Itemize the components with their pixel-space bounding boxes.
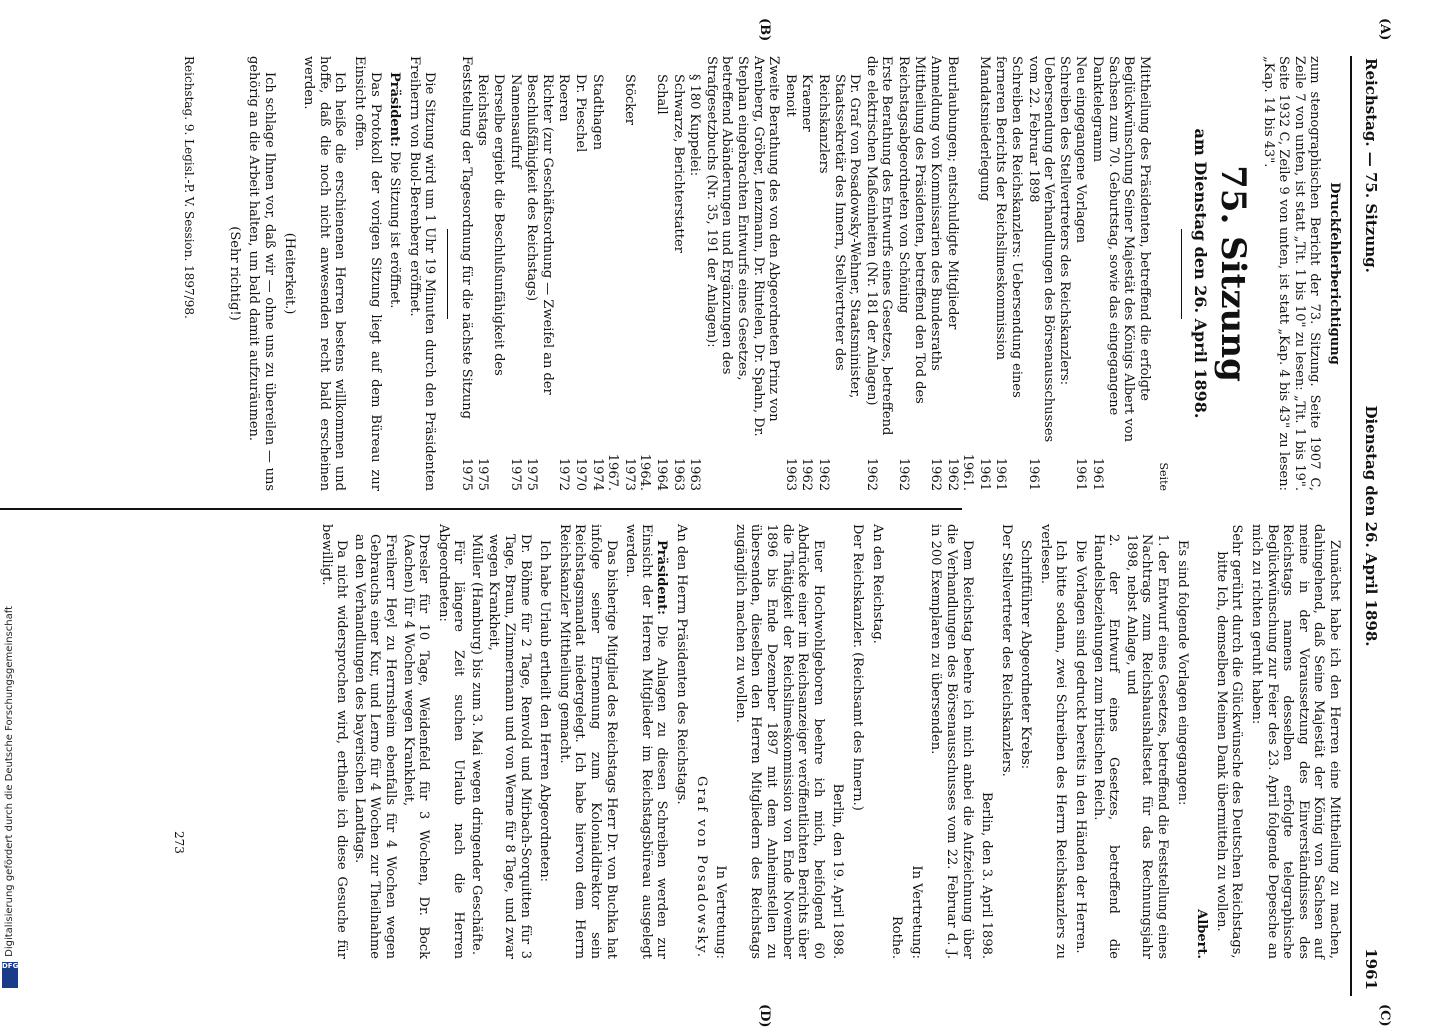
toc-entry xyxy=(572,56,588,491)
toc-entry-page: 1975 xyxy=(507,457,523,491)
reaction-laughter: (Heiterkeit.) xyxy=(281,232,297,315)
toc-entry-page: 1961 xyxy=(993,457,1009,491)
toc-entry-text: Mandatsniederlegung xyxy=(976,56,992,202)
dfg-logo: DFG xyxy=(2,962,18,988)
work-paragraph: Ich schlage Ihnen vor, daß wir — ohne uns zu übereilen — uns gehörig an die Arbeit halten, um bald damit aufzuräumen. xyxy=(246,56,277,491)
leave-granted: Da nicht widersprochen wird, ertheile ich diese Gesuche für bewilligt. xyxy=(318,524,350,959)
margin-marker-a: (A) xyxy=(1377,18,1392,41)
secretary-label: Schriftführer Abgeordneter Krebs: xyxy=(1018,540,1034,770)
speaker-label: Präsident: xyxy=(387,72,403,147)
title-rule xyxy=(1181,229,1182,319)
speaker-label: Präsident: xyxy=(654,540,670,615)
letter1-place-date: Berlin, den 3. April 1898. xyxy=(979,791,995,959)
toc-entry xyxy=(703,56,781,491)
toc-entry-page: 1962 xyxy=(863,457,879,491)
letter2-addressee: An den Herrn Präsidenten des Reichstags. xyxy=(674,524,690,805)
mandate-resignation: Das bisherige Mitglied des Reichstags Herr Dr. von Buchka hat infolge seiner Ernennung zum Kolonialdirektor sein Reichstagsmandat niedergelegt. Ich habe hiervon dem Herrn Reichskanzler Mittheilung gemacht. xyxy=(556,524,619,959)
bills-list xyxy=(1090,524,1170,959)
letter2-heading: Der Reichskanzler. (Reichsamt des Innern.) xyxy=(849,524,865,811)
toc-entry xyxy=(556,56,572,491)
bill-item: 2. der Entwurf eines Gesetzes, betreffend die Handelsbeziehungen zum britischen Reich. xyxy=(1090,534,1122,959)
toc-entry-text: Mittheilung des Präsidenten, betreffend den Tod des Reichstagsabgeordneten von Schöning xyxy=(895,56,927,404)
opening-paragraph: Die Sitzung wird um 1 Uhr 19 Minuten durch den Präsidenten Freiherrn von Buol-Berenberg eröffnet. xyxy=(406,56,438,491)
toc-entry-page: 1962 xyxy=(928,457,944,491)
welcome-paragraph: Ich heiße die erschienenen Herren bestens willkommen und hoffe, daß die noch nicht anwesenden recht bald erscheinen werden. xyxy=(301,56,348,491)
toc-entry-page: 1975 xyxy=(475,457,491,491)
toc-entry xyxy=(1089,56,1151,491)
leave-item: Müller (Hamburg) bis zum 3. Mai wegen dringender Geschäfte. xyxy=(468,534,484,955)
toc-entry xyxy=(621,56,652,491)
letter1-body: Dem Reichstag beehre ich mich anbei die Aufzeichnung über die Verhandlungen des Börsenausschusses vom 22. Februar d. J. in 200 Exemplaren zu übersenden. xyxy=(928,524,975,959)
letter1-sign-b: Rothe. xyxy=(889,915,905,959)
toc-entry-page: 1962 xyxy=(799,457,815,491)
toc-entry-text: Erste Berathung des Entwurfs eines Gesetzes, betreffend die elektrischen Maßeinheiten (Nr. 181 der Anlagen) xyxy=(863,56,895,436)
king-signature: Albert. xyxy=(1194,909,1210,959)
header-center: Dienstag den 26. April 1898. xyxy=(1362,405,1380,647)
toc-entry xyxy=(944,56,975,491)
toc-entry-text: Benoit xyxy=(782,74,798,117)
bills-printed-note: Die Vorlagen sind gedruckt bereits in den Händen der Herren. xyxy=(1073,540,1089,954)
toc-entry-text: Zweite Berathung des von den Abgeordneten Prinz von Arenberg, Gröber, Lenzmann, Dr. Rintelen, Dr. Spahn, Dr. Stephan eingebrachten Entwurfs eines Gesetzes, betreffend Abänderungen und Ergänzungen des Strafgesetzbuchs (Nr. 35, 191 der Anlagen): xyxy=(703,56,782,437)
toc-end-rule xyxy=(447,229,448,319)
president-annex-note xyxy=(623,524,670,959)
letter2-body: Euer Hochwohlgeboren beehre ich mich, beifolgend 60 Abdrücke einer im Reichsanzeiger veröffentlichten Berichts über die Thätigkeit der Reichslimeskommission von Ende November 1896 bis Ende Dezember 1897 mit dem Anheimstellen zu übersenden, dieselben den Herren Mitgliedern des Reichstags zugänglich machen zu wollen. xyxy=(732,524,826,959)
toc-entry-page: 1963 xyxy=(782,457,798,491)
toc-entry-page: 1962 xyxy=(895,457,911,491)
column-divider xyxy=(0,508,962,510)
toc-entry xyxy=(507,56,523,491)
letters-request: Ich bitte sodann, zwei Schreiben des Herrn Reichskanzlers zu verlesen. xyxy=(1037,524,1069,959)
toc-entry xyxy=(524,56,555,491)
header-page-number: 1961 xyxy=(1362,948,1380,990)
king-message-intro: Zunächst habe ich den Herren eine Mittheilung zu machen, dahingehend, daß Seine Majestät der König von Sachsen auf meine in der Voraussetzung des Einverständnisses des Reichstags namens desselben erfolgte telegraphische Beglückwünschung zur Feier des 23. April folgende Depesche an mich zu richten geruht haben: xyxy=(1249,524,1342,959)
toc-entry-text: Schreiben des Reichskanzlers: Uebersendung eines ferneren Berichts der Reichslimeskommission xyxy=(993,56,1025,398)
long-leave-item: Dresler für 10 Tage, Weidenfeld für 3 Wochen, Dr. Bock (Aachen) für 4 Wochen wegen Krankheit, xyxy=(400,534,432,959)
toc-entry-text: Kraemer xyxy=(799,74,815,132)
right-column xyxy=(318,524,1342,959)
toc-entry-text: Mittheilung des Präsidenten, betreffend die erfolgte Beglückwünschung Seiner Majestät des Königs Albert von Sachsen zum 70. Geburtstag, sowie das eingegangene Danktelegramm xyxy=(1090,56,1152,442)
toc-entry-text: § 180 Kuppelei: xyxy=(687,74,703,177)
long-leave-list xyxy=(351,524,431,959)
statement-text: Die Anlagen zu diesen Schreiben werden zur Einsicht der Herren Mitglieder im Reichstagsbüreau ausgelegt werden. xyxy=(623,524,670,959)
toc-entry-text: Schreiben des Stellvertreters des Reichskanzlers: Uebersendung der Verhandlungen des Börsenausschusses vom 22. Februar 1898 xyxy=(1025,56,1072,443)
running-header xyxy=(1350,56,1392,996)
letter1-heading: Der Stellvertreter des Reichskanzlers. xyxy=(998,524,1014,777)
digitization-credit: Digitalisierung gefördert durch die Deutsche Forschungsgemeinschaft xyxy=(4,606,15,957)
leave-list xyxy=(468,524,532,959)
statement-text: Die Sitzung ist eröffnet. xyxy=(387,151,403,309)
toc-entry-text: Stöcker xyxy=(621,74,637,126)
toc-entry-text: Anmeldung von Kommissarien des Bundesraths xyxy=(928,56,944,371)
toc-entry-page: 1964. 1973 xyxy=(621,453,653,491)
toc-entry xyxy=(670,56,686,491)
toc-entry-text: Dr. Graf von Posadowsky-Wehner, Staatsminister, Staatssekretär des Innern, Stellvertreter des Reichskanzlers xyxy=(815,74,863,399)
toc-entry-text: Richter (zur Geschäftsordnung — Zweifel an der Beschlußfähigkeit des Reichstags) xyxy=(524,74,555,395)
toc-entry-page: 1962 xyxy=(815,457,831,491)
erratum-title: Druckfehlerberichtigung xyxy=(1327,182,1342,365)
toc-entry xyxy=(687,56,703,491)
toc-entry xyxy=(976,56,992,491)
toc-entry-page: 1964 xyxy=(654,457,670,491)
session-title: 75. Sitzung xyxy=(1213,165,1254,382)
toc-entry-text: Beurlaubungen; entschuldigte Mitglieder xyxy=(944,56,960,330)
margin-marker-d: (D) xyxy=(757,1004,772,1028)
toc-entry xyxy=(993,56,1024,491)
toc-entry-page: 1975 xyxy=(524,457,540,491)
toc-entry-page: 1970 xyxy=(573,457,589,491)
leave-item: Dr. Böhme für 2 Tage, Renvold und Mirbach-Sorquitten für 3 Tage, Braun, Zimmermann und von Werne für 8 Tage, und zwar wegen Krankheit, xyxy=(486,534,533,959)
toc-entry xyxy=(653,56,669,491)
toc-entry-page: 1963 xyxy=(670,457,686,491)
toc-entry xyxy=(782,56,798,491)
toc-entry-text: Neu eingegangene Vorlagen xyxy=(1073,56,1089,244)
letter1-sign-a: In Vertretung: xyxy=(908,865,924,959)
toc-entry-text: Derselbe ergiebt die Beschlußunfähigkeit des Reichstags xyxy=(475,74,507,376)
session-date: am Dienstag den 26. April 1898. xyxy=(1191,128,1211,419)
header-left: Reichstag. — 75. Sitzung. xyxy=(1362,58,1380,273)
toc-entry-text: Roeren xyxy=(556,74,572,122)
long-leave-item: Freiherr Heyl zu Herrnsheim ebenfalls für 4 Wochen wegen Gebrauchs einer Kur, und Lerno für 4 Wochen zur Theilnahme an den Verhandlungen des bayerischen Landtags. xyxy=(351,534,398,959)
toc-entry-page: 1975 xyxy=(458,457,474,491)
bills-intro: Es sind folgende Vorlagen eingegangen: xyxy=(1174,540,1190,806)
toc-entry-page: 1963 xyxy=(687,457,703,491)
toc-entry-text: Schwarze, Berichterstatter xyxy=(670,74,686,253)
toc-entry-text: Schall xyxy=(654,74,670,115)
erratum-text: zum stenographischen Bericht der 73. Sitzung. Seite 1907 C, Zeile 7 von unten, ist statt „Tit. 1 bis 10" zu lesen: „Tit. 1 bis 19". Seite 1932 C, Zeile 9 von unten, ist statt „Kap. 4 bis 43" zu lesen: „Kap. 14 bis 43". xyxy=(1260,56,1323,491)
footer-session-line: Reichstag. 9. Legisl.-P. V. Session. 1897/98. xyxy=(182,56,196,319)
toc-entry-text: Feststellung der Tagesordnung für die nächste Sitzung xyxy=(458,56,474,419)
toc-page-column-label: Seite xyxy=(1157,462,1171,491)
toc-entry xyxy=(863,56,894,491)
toc-entry xyxy=(1073,56,1089,491)
toc-entry-page: 1967. 1974 xyxy=(589,453,621,491)
king-telegram: Sehr gerührt durch die Glückwünsche des Deutschen Reichstags, bitte Ich, demselben Meinen Dank übermitteln zu wollen. xyxy=(1213,524,1245,959)
toc-entry xyxy=(1025,56,1072,491)
rotated-page-content xyxy=(72,18,1392,1028)
protocol-paragraph: Das Protokoll der vorigen Sitzung liegt auf dem Büreau zur Einsicht offen. xyxy=(351,56,383,491)
letter1-addressee: An den Reichstag. xyxy=(869,524,885,644)
letter2-sign-b: Graf von Posadowsky. xyxy=(693,775,709,959)
toc-entry-page: 1961 xyxy=(1073,457,1089,491)
toc-entry xyxy=(895,56,926,491)
toc-entry xyxy=(475,56,506,491)
letter2-place-date: Berlin, den 19. April 1898. xyxy=(830,783,846,959)
toc-entry-text: Stadthagen xyxy=(589,74,605,150)
toc-entry xyxy=(928,56,944,491)
toc-entry xyxy=(589,56,620,491)
president-statement xyxy=(387,56,403,491)
table-of-contents xyxy=(458,56,1152,491)
toc-entry-page: 1972 xyxy=(556,457,572,491)
footer-page-number: 273 xyxy=(172,831,186,854)
margin-marker-b: (B) xyxy=(757,18,772,42)
left-column xyxy=(226,56,1342,491)
toc-entry-page: 1961 xyxy=(1025,457,1041,491)
reaction-approval: (Sehr richtig!) xyxy=(226,226,242,321)
leave-intro: Ich habe Urlaub ertheilt den Herren Abgeordneten: xyxy=(537,540,553,882)
toc-entry-page: 1961 xyxy=(976,457,992,491)
letter2-sign-a: In Vertretung: xyxy=(713,865,729,959)
toc-entry xyxy=(815,56,862,491)
toc-entry-text: Namensaufruf xyxy=(507,74,523,169)
bill-item: 1. der Entwurf eines Gesetzes, betreffend die Feststellung eines Nachtrags zum Reichshaushaltsetat für das Rechnungsjahr 1898, nebst Anlage, und xyxy=(1123,534,1171,959)
toc-entry-page: 1961 xyxy=(1090,457,1106,491)
margin-marker-c: (C) xyxy=(1377,1004,1392,1027)
toc-entry-text: Dr. Pieschel xyxy=(573,74,589,153)
long-leave-intro: Für längere Zeit suchen Urlaub nach die Herren Abgeordneten: xyxy=(435,524,467,959)
toc-entry xyxy=(458,56,474,491)
toc-entry-page: 1961. 1962 xyxy=(944,453,976,491)
toc-entry xyxy=(799,56,815,491)
